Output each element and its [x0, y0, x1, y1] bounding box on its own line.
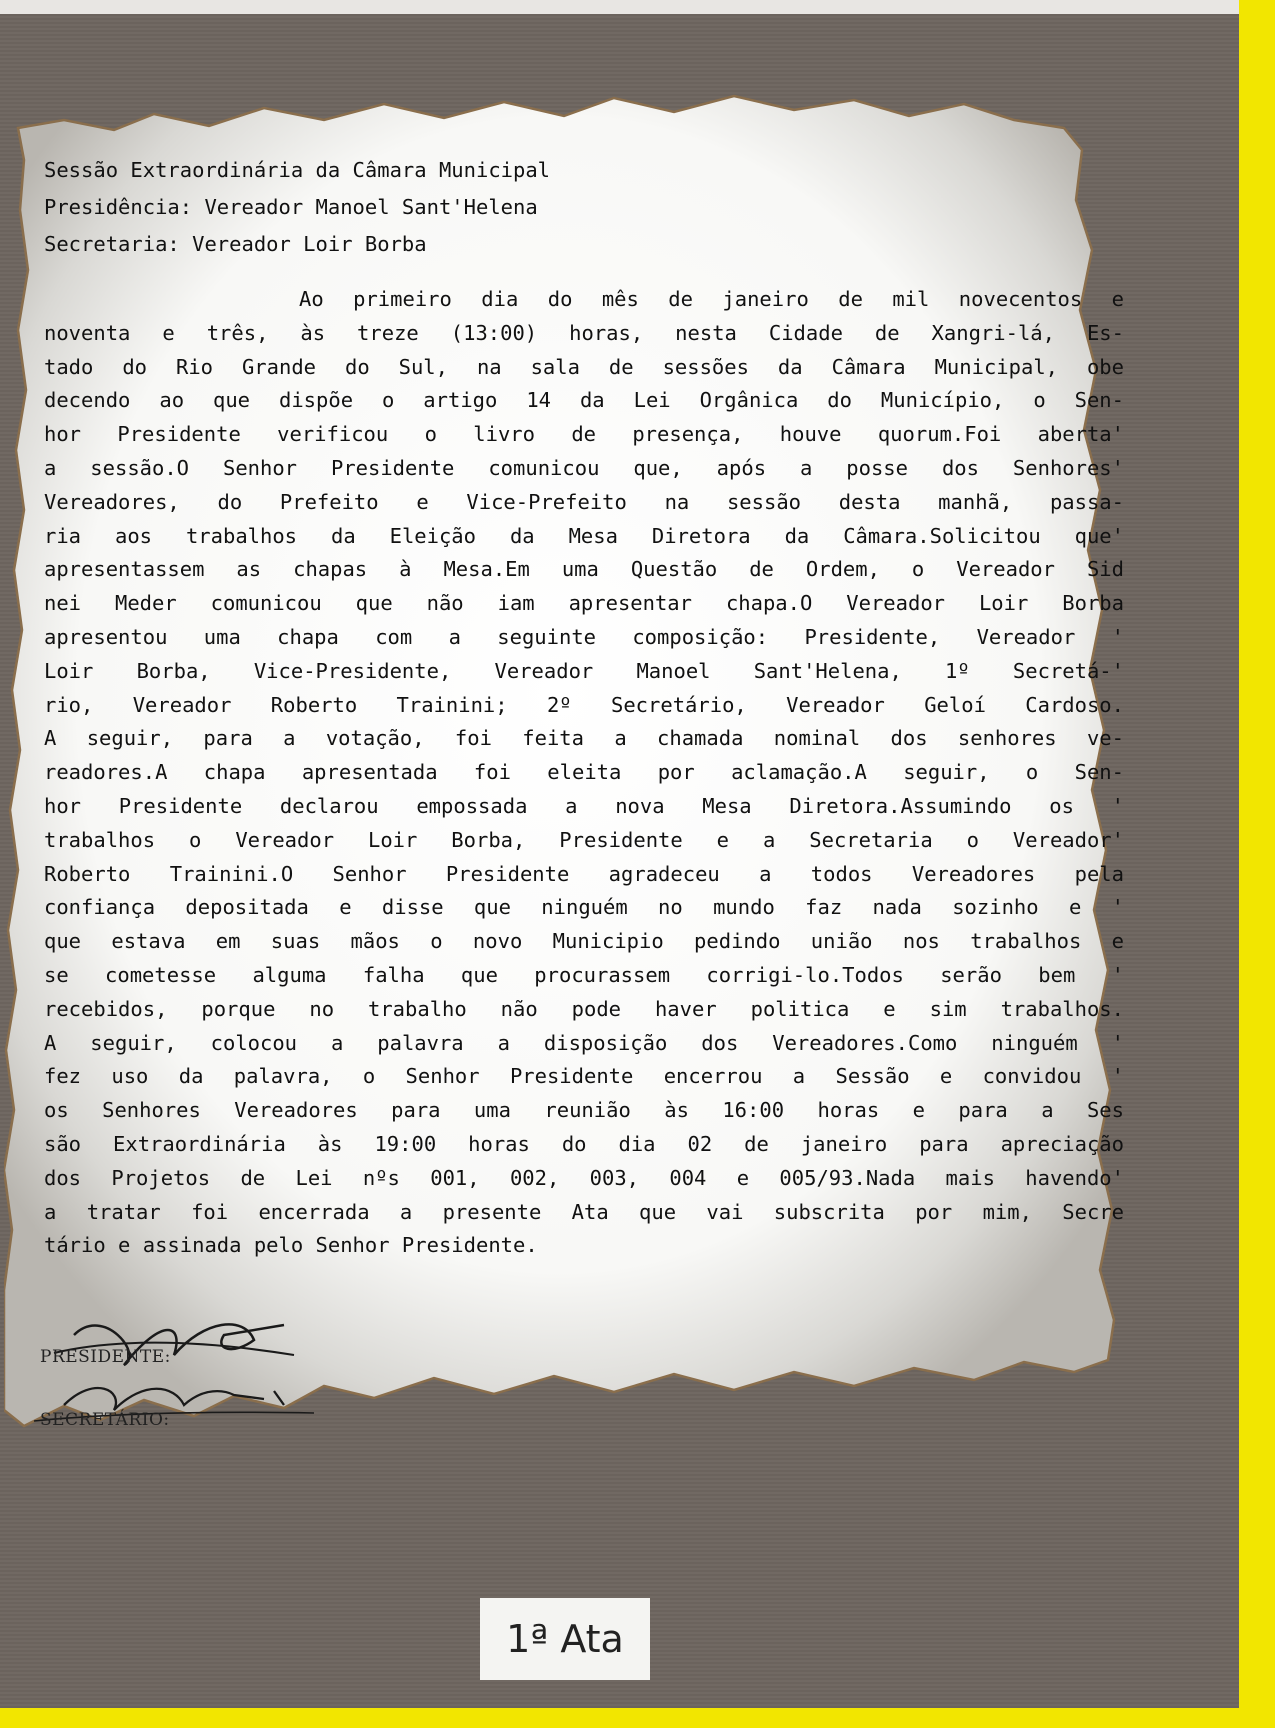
- body-line: se cometesse alguma falha que procurassem corrigi-lo.Todos serão bem ': [44, 962, 1124, 987]
- header-session-title: Sessão Extraordinária da Câmara Municipal: [44, 158, 551, 182]
- body-line: A seguir, colocou a palavra a disposição dos Vereadores.Como ninguém ': [44, 1030, 1124, 1055]
- body-line: A seguir, para a votação, foi feita a chamada nominal dos senhores ve-: [44, 726, 1124, 751]
- body-line: Roberto Trainini.O Senhor Presidente agradeceu a todos Vereadores pela: [44, 861, 1124, 886]
- body-line: apresentou uma chapa com a seguinte composição: Presidente, Vereador ': [44, 624, 1124, 649]
- body-line: recebidos, porque no trabalho não pode haver politica e sim trabalhos.: [44, 996, 1124, 1021]
- yellow-side-strip: [1239, 0, 1275, 1728]
- document-text: [44, 152, 1124, 1263]
- body-line: ria aos trabalhos da Eleição da Mesa Diretora da Câmara.Solicitou que': [44, 523, 1124, 548]
- body-line: nei Meder comunicou que não iam apresentar chapa.O Vereador Loir Borba: [44, 591, 1124, 616]
- body-line: tado do Rio Grande do Sul, na sala de sessões da Câmara Municipal, obe: [44, 354, 1124, 379]
- header-presidency: Presidência: Vereador Manoel Sant'Helena: [44, 195, 538, 219]
- body-line: Vereadores, do Prefeito e Vice-Prefeito na sessão desta manhã, passa-: [44, 489, 1124, 514]
- yellow-bottom-strip: [0, 1708, 1275, 1728]
- body-line: confiança depositada e disse que ninguém no mundo faz nada sozinho e ': [44, 895, 1124, 920]
- body-line: Loir Borba, Vice-Presidente, Vereador Manoel Sant'Helena, 1º Secretá-': [44, 658, 1124, 683]
- body-line: tário e assinada pelo Senhor Presidente.: [44, 1233, 538, 1258]
- body-line: readores.A chapa apresentada foi eleita por aclamação.A seguir, o Sen-: [44, 760, 1124, 785]
- burnt-paper-document: [4, 90, 1174, 1480]
- body-line: a sessão.O Senhor Presidente comunicou que, após a posse dos Senhores': [44, 455, 1124, 480]
- signature-block: [34, 1295, 394, 1435]
- body-line: apresentassem as chapas à Mesa.Em uma Questão de Ordem, o Vereador Sid: [44, 557, 1124, 582]
- body-line: que estava em suas mãos o novo Municipio pedindo união nos trabalhos e: [44, 929, 1124, 954]
- header-secretary: Secretaria: Vereador Loir Borba: [44, 232, 427, 256]
- body-line: os Senhores Vereadores para uma reunião às 16:00 horas e para a Ses: [44, 1098, 1124, 1123]
- minutes-body: [44, 283, 1124, 1263]
- session-header: [44, 152, 1124, 263]
- body-line: fez uso da palavra, o Senhor Presidente encerrou a Sessão e convidou ': [44, 1064, 1124, 1089]
- body-line: Ao primeiro dia do mês de janeiro de mil novecentos e: [299, 287, 1124, 311]
- secretary-signature-label: SECRETÁRIO:: [40, 1410, 170, 1430]
- body-line: a tratar foi encerrada a presente Ata que vai subscrita por mim, Secre: [44, 1199, 1124, 1224]
- body-line: noventa e três, às treze (13:00) horas, nesta Cidade de Xangri-lá, Es-: [44, 320, 1124, 345]
- body-line: decendo ao que dispõe o artigo 14 da Lei Orgânica do Município, o Sen-: [44, 388, 1124, 413]
- president-signature-label: PRESIDENTE:: [40, 1347, 171, 1367]
- body-line: são Extraordinária às 19:00 horas do dia 02 de janeiro para apreciação: [44, 1131, 1124, 1156]
- body-line: rio, Vereador Roberto Trainini; 2º Secretário, Vereador Geloí Cardoso.: [44, 692, 1124, 717]
- body-line: hor Presidente verificou o livro de presença, houve quorum.Foi aberta': [44, 422, 1124, 447]
- body-line: hor Presidente declarou empossada a nova Mesa Diretora.Assumindo os ': [44, 793, 1124, 818]
- document-caption: 1ª Ata: [480, 1598, 650, 1680]
- body-line: trabalhos o Vereador Loir Borba, Presidente e a Secretaria o Vereador': [44, 827, 1124, 852]
- body-line: dos Projetos de Lei nºs 001, 002, 003, 004 e 005/93.Nada mais havendo': [44, 1165, 1124, 1190]
